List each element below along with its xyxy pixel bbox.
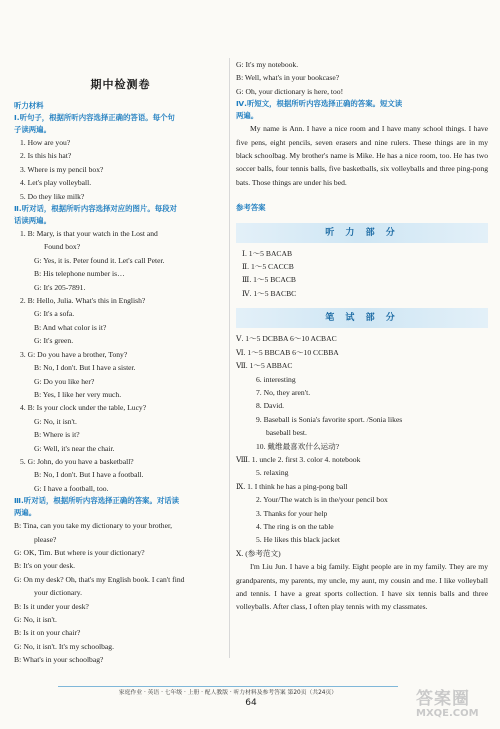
text-line: 8. David. xyxy=(256,401,285,411)
text-line: G: Do you like her? xyxy=(34,376,95,386)
column-divider xyxy=(229,58,230,658)
section-1-text: 听句子，根据所听内容选择正确的答语。每个句 xyxy=(19,113,175,122)
text-line: 2. Is this his hat? xyxy=(20,151,72,161)
section-2-heading-cont: 话读两遍。 xyxy=(14,216,51,226)
text-line: 3. Thanks for your help xyxy=(256,508,328,518)
text-line: Found box? xyxy=(44,242,81,252)
text-line: Ⅰ. 1～5 BACAB xyxy=(242,248,293,258)
text-line: G: It's my notebook. xyxy=(236,60,299,69)
text-line: 9. Baseball is Sonia's favorite sport. /Sonia likes xyxy=(256,414,403,424)
text-line: B: It's on your desk. xyxy=(14,561,76,571)
section-4-label: Ⅳ. xyxy=(236,99,247,109)
text-line: 4. The ring is on the table xyxy=(256,521,334,531)
text-line: your dictionary. xyxy=(34,588,83,598)
text-line: B: Well, what's in your bookcase? xyxy=(236,73,340,83)
section-4-heading-cont: 两遍。 xyxy=(236,111,259,121)
watermark-url: MXQE.COM xyxy=(416,708,479,719)
text-line: 5. He likes this black jacket xyxy=(256,535,340,545)
answers-heading: 参考答案 xyxy=(236,203,266,213)
text-line: 2. B: Hello, Julia. What's this in English? xyxy=(20,296,146,306)
text-line: 1. How are you? xyxy=(20,138,71,147)
section-1-heading xyxy=(14,112,227,124)
text-line: B: Is it on your chair? xyxy=(14,628,81,638)
text-line: B: His telephone number is… xyxy=(34,269,125,279)
section-3-heading xyxy=(14,495,227,507)
text-line: baseball best. xyxy=(266,428,307,438)
written-part-banner: 笔 试 部 分 xyxy=(236,308,488,328)
text-line: 1. B: Mary, is that your watch in the Lost and xyxy=(20,229,158,239)
section-4-text: 听短文，根据所听内容选择正确的答案。短文读 xyxy=(246,99,403,109)
section-1-heading-cont: 子读两遍。 xyxy=(14,125,51,134)
text-line: 6. interesting xyxy=(256,374,296,384)
text-line: 5. Do they like milk? xyxy=(20,191,85,201)
text-line: Ⅶ. 1～5 ABBAC xyxy=(236,361,293,371)
watermark-logo xyxy=(416,690,494,726)
section-3-text: 听对话，根据所听内容选择正确的答案。对话读 xyxy=(23,496,180,506)
section-3-dialogue xyxy=(14,519,227,666)
page-footer: 家庭作业 · 英语 · 七年级 · 上册 · 配人教版 · 听力材料及参考答案 第20页（共24页） xyxy=(58,686,398,700)
section-1-items xyxy=(14,136,227,203)
text-line: B: Where is it? xyxy=(34,430,80,440)
text-line: B: What's in your schoolbag? xyxy=(14,655,104,665)
text-line: 3. G: Do you have a brother, Tony? xyxy=(20,349,128,359)
text-line: 5. G: John, do you have a basketball? xyxy=(20,456,134,466)
text-line: B: And what color is it? xyxy=(34,322,107,332)
listening-part-banner: 听 力 部 分 xyxy=(236,223,488,243)
text-line: G: Yes, it is. Peter found it. Let's call Peter. xyxy=(34,255,165,265)
text-line: G: No, it isn't. xyxy=(34,416,77,426)
watermark-text: 答案圈 xyxy=(416,689,470,709)
listening-material-heading: 听力材料 xyxy=(14,101,44,110)
text-line: Ⅹ. (参考范文) xyxy=(236,548,281,558)
text-line: B: No, I don't. But I have a sister. xyxy=(34,363,136,373)
text-line: B: Tina, can you take my dictionary to your brother, xyxy=(14,521,173,531)
text-line: 4. B: Is your clock under the table, Lucy? xyxy=(20,403,147,413)
written-answers xyxy=(236,332,488,560)
text-line: 3. Where is my pencil box? xyxy=(20,164,104,174)
section-3-label: Ⅲ. xyxy=(14,496,24,506)
text-line: G: OK, Tim. But where is your dictionary? xyxy=(14,547,145,557)
text-line: B: Yes, I like her very much. xyxy=(34,389,122,399)
sample-essay: I'm Liu Jun. I have a big family. Eight people are in my family. They are my grandparents, my parents, my uncle, my aunt, my cousin and me. I like volleyball and tennis. I have a great sports collection. I have six tennis balls and three volleyballs. After class, I often play tennis with my classmates. xyxy=(236,562,488,612)
text-line: B: No, I don't. But I have a football. xyxy=(34,470,144,480)
dialogue-continued xyxy=(236,58,488,98)
text-line: G: It's a sofa. xyxy=(34,309,75,319)
text-line: G: No, it isn't. xyxy=(14,615,57,624)
text-line: 7. No, they aren't. xyxy=(256,387,311,397)
page-title: 期中检测卷 xyxy=(90,78,151,91)
text-line: Ⅵ. 1～5 BBCAB 6～10 CCBBA xyxy=(236,347,339,357)
section-2-dialogues xyxy=(14,227,227,495)
text-line: Ⅸ. 1. I think he has a ping-pong ball xyxy=(236,481,348,491)
listening-answers xyxy=(236,247,488,301)
text-line: G: On my desk? Oh, that's my English book. I can't find xyxy=(14,574,185,584)
text-line: Ⅲ. 1～5 BCACB xyxy=(242,275,296,285)
text-line: G: No, it isn't. It's my schoolbag. xyxy=(14,641,114,651)
text-line: 2. Your/The watch is in the/your pencil box xyxy=(256,495,388,505)
page-number: 64 xyxy=(245,698,257,708)
section-1-label: Ⅰ. xyxy=(14,113,20,122)
text-line: B: Is it under your desk? xyxy=(14,601,89,611)
text-line: G: Well, it's near the chair. xyxy=(34,443,115,453)
text-line: 5. relaxing xyxy=(256,468,289,478)
section-2-text: 听对话，根据所听内容选择对应的图片。每段对 xyxy=(21,204,177,214)
section-2-heading xyxy=(14,203,227,215)
text-line: 4. Let's play volleyball. xyxy=(20,178,92,188)
section-3-heading-cont: 两遍。 xyxy=(14,508,37,518)
section-4-passage: My name is Ann. I have a nice room and I have many school things. I have five pens, eight pencils, seven erasers and nine rulers. These things are in my black schoolbag. My brother's name is Mike. He has a nice room, too. He has two soccer balls, four tennis balls, five basketballs, six volleyballs and three ping-pong bats. Those things are under his bed. xyxy=(236,124,488,187)
text-line: please? xyxy=(34,534,57,544)
text-line: Ⅱ. 1～5 CACCB xyxy=(242,262,294,272)
text-line: Ⅳ. 1～5 BACBC xyxy=(242,288,297,298)
text-line: Ⅷ. 1. uncle 2. first 3. color 4. notebook xyxy=(236,454,361,464)
section-4-heading xyxy=(236,98,488,110)
text-line: G: I have a football, too. xyxy=(34,483,109,493)
text-line: G: Oh, your dictionary is here, too! xyxy=(236,86,344,96)
section-2-label: Ⅱ. xyxy=(14,204,22,214)
text-line: 10. 戴维最喜欢什么运动? xyxy=(256,441,340,451)
text-line: G: It's green. xyxy=(34,336,74,346)
text-line: G: It's 205-7891. xyxy=(34,282,86,292)
text-line: Ⅴ. 1～5 DCBBA 6～10 ACBAC xyxy=(236,334,337,344)
